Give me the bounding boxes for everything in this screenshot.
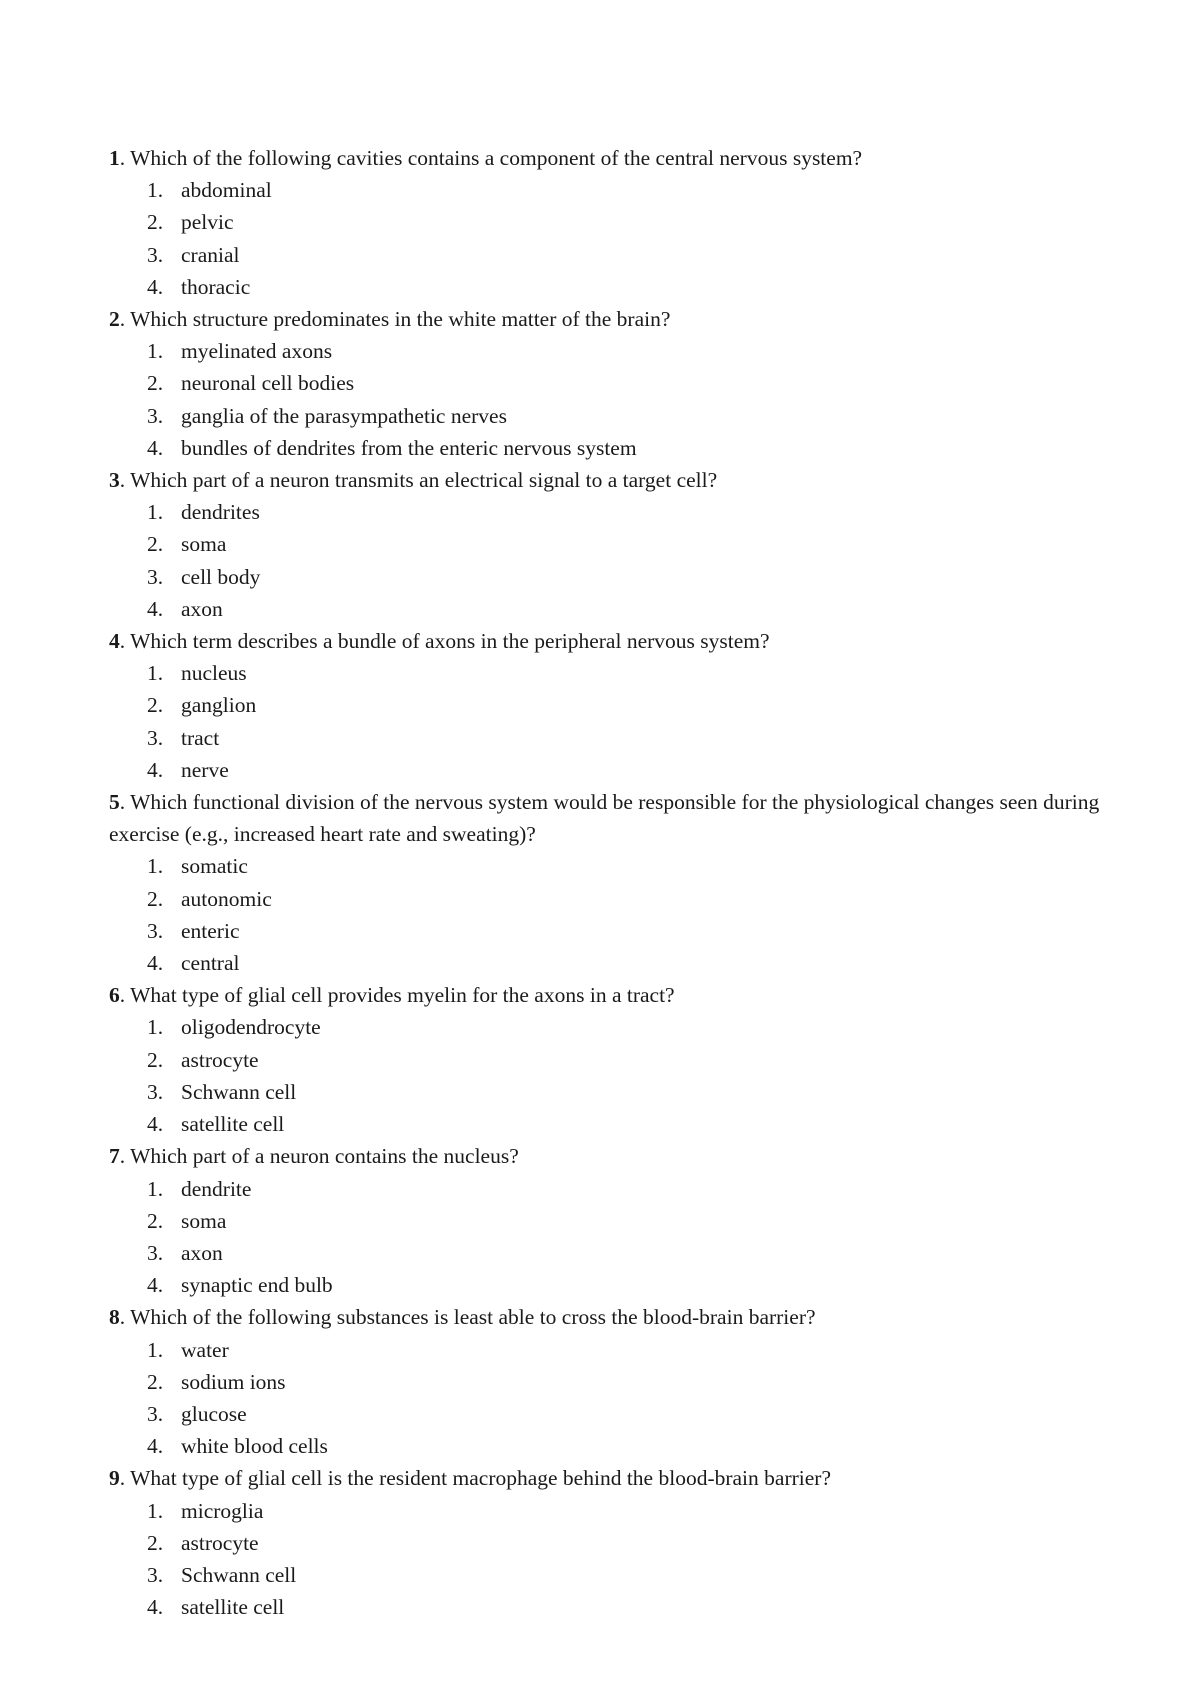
answer-option [109, 915, 1109, 947]
option-text: thoracic [181, 274, 251, 299]
option-number: 4. [147, 1595, 164, 1620]
option-text: cranial [181, 242, 240, 267]
question-text [109, 625, 1109, 657]
question-number: 5 [109, 790, 120, 815]
option-text: nucleus [181, 661, 247, 686]
answer-option [109, 335, 1109, 367]
question-block [109, 786, 1109, 979]
option-text: satellite cell [181, 1595, 285, 1620]
answer-option [109, 1398, 1109, 1430]
question-block [109, 303, 1109, 464]
option-number: 3. [147, 1240, 164, 1265]
answer-options [109, 1011, 1109, 1140]
option-text: ganglia of the parasympathetic nerves [181, 403, 507, 428]
answer-options [109, 496, 1109, 625]
option-number: 2. [147, 210, 164, 235]
question-number: 3 [109, 468, 120, 493]
option-text: autonomic [181, 886, 272, 911]
option-number: 1. [147, 1498, 164, 1523]
question-prompt: . Which term describes a bundle of axons in the peripheral nervous system? [119, 629, 770, 654]
option-text: bundles of dendrites from the enteric nervous system [181, 435, 637, 460]
question-block [109, 625, 1109, 786]
question-block [109, 1140, 1109, 1301]
option-number: 1. [147, 178, 164, 203]
option-number: 2. [147, 532, 164, 557]
option-text: synaptic end bulb [181, 1273, 333, 1298]
option-number: 2. [147, 1208, 164, 1233]
option-text: astrocyte [181, 1530, 259, 1555]
answer-option [109, 1559, 1109, 1591]
option-number: 3. [147, 564, 164, 589]
option-number: 3. [147, 725, 164, 750]
answer-option [109, 593, 1109, 625]
option-number: 1. [147, 1176, 164, 1201]
answer-options [109, 174, 1109, 303]
answer-option [109, 1495, 1109, 1527]
option-number: 1. [147, 854, 164, 879]
answer-option [109, 1237, 1109, 1269]
option-text: abdominal [181, 178, 272, 203]
question-prompt: . Which of the following cavities contains a component of the central nervous system? [119, 146, 863, 170]
answer-option [109, 174, 1109, 206]
option-text: oligodendrocyte [181, 1015, 321, 1040]
question-number: 4 [109, 629, 120, 654]
answer-option [109, 1044, 1109, 1076]
answer-option [109, 1076, 1109, 1108]
option-text: satellite cell [181, 1112, 285, 1137]
answer-options [109, 1495, 1109, 1624]
answer-option [109, 689, 1109, 721]
question-prompt: . Which functional division of the nervous system would be responsible for the physiological changes seen during exercise (e.g., increased heart rate and sweating)? [109, 790, 1100, 847]
option-number: 4. [147, 274, 164, 299]
option-number: 4. [147, 757, 164, 782]
option-text: water [181, 1337, 229, 1362]
question-block [109, 464, 1109, 625]
option-text: glucose [181, 1401, 247, 1426]
option-text: axon [181, 1240, 223, 1265]
option-text: tract [181, 725, 220, 750]
answer-option [109, 1108, 1109, 1140]
option-number: 4. [147, 435, 164, 460]
answer-option [109, 850, 1109, 882]
option-number: 4. [147, 951, 164, 976]
option-text: myelinated axons [181, 339, 333, 364]
question-block [109, 979, 1109, 1140]
answer-option [109, 1269, 1109, 1301]
answer-options [109, 1173, 1109, 1302]
question-number: 7 [109, 1144, 120, 1169]
option-number: 4. [147, 1112, 164, 1137]
option-text: neuronal cell bodies [181, 371, 355, 396]
option-number: 4. [147, 1273, 164, 1298]
answer-option [109, 1591, 1109, 1623]
question-text [109, 303, 1109, 335]
option-number: 2. [147, 693, 164, 718]
question-text [109, 1140, 1109, 1172]
question-block [109, 142, 1109, 303]
option-number: 2. [147, 1369, 164, 1394]
option-number: 3. [147, 1401, 164, 1426]
option-text: ganglion [181, 693, 257, 718]
answer-option [109, 1430, 1109, 1462]
answer-options [109, 335, 1109, 464]
option-number: 2. [147, 886, 164, 911]
answer-options [109, 850, 1109, 979]
option-text: soma [181, 532, 227, 557]
option-text: cell body [181, 564, 261, 589]
answer-option [109, 754, 1109, 786]
question-number: 2 [109, 307, 120, 332]
option-number: 1. [147, 1015, 164, 1040]
question-number: 8 [109, 1305, 120, 1330]
answer-option [109, 657, 1109, 689]
option-text: pelvic [181, 210, 234, 235]
option-number: 1. [147, 1337, 164, 1362]
answer-option [109, 400, 1109, 432]
option-text: microglia [181, 1498, 264, 1523]
answer-option [109, 1527, 1109, 1559]
question-prompt: . Which structure predominates in the white matter of the brain? [119, 307, 671, 332]
option-number: 1. [147, 661, 164, 686]
question-block [109, 1301, 1109, 1462]
question-text [109, 464, 1109, 496]
answer-option [109, 1011, 1109, 1043]
option-text: central [181, 951, 240, 976]
answer-option [109, 1173, 1109, 1205]
option-text: axon [181, 596, 223, 621]
question-block [109, 1462, 1109, 1623]
quiz-page [109, 142, 1109, 1623]
option-number: 2. [147, 1047, 164, 1072]
question-text [109, 1462, 1109, 1494]
option-text: sodium ions [181, 1369, 286, 1394]
option-number: 3. [147, 242, 164, 267]
option-text: nerve [181, 757, 229, 782]
question-number: 9 [109, 1466, 120, 1491]
option-number: 1. [147, 500, 164, 525]
answer-option [109, 271, 1109, 303]
answer-options [109, 657, 1109, 786]
answer-option [109, 1205, 1109, 1237]
question-text [109, 979, 1109, 1011]
answer-option [109, 367, 1109, 399]
option-number: 4. [147, 596, 164, 621]
question-prompt: . Which part of a neuron contains the nucleus? [119, 1144, 519, 1169]
option-text: dendrites [181, 500, 260, 525]
option-text: somatic [181, 854, 248, 879]
option-text: dendrite [181, 1176, 252, 1201]
option-text: astrocyte [181, 1047, 259, 1072]
option-number: 3. [147, 1079, 164, 1104]
option-number: 4. [147, 1434, 164, 1459]
option-number: 3. [147, 1562, 164, 1587]
question-text [109, 786, 1109, 850]
answer-option [109, 206, 1109, 238]
answer-option [109, 883, 1109, 915]
option-number: 2. [147, 371, 164, 396]
answer-option [109, 239, 1109, 271]
answer-option [109, 1366, 1109, 1398]
question-text [109, 142, 1109, 174]
answer-option [109, 561, 1109, 593]
option-number: 1. [147, 339, 164, 364]
option-text: Schwann cell [181, 1079, 297, 1104]
answer-option [109, 947, 1109, 979]
question-number: 1 [109, 146, 120, 170]
option-text: white blood cells [181, 1434, 328, 1459]
question-prompt: . What type of glial cell provides myelin for the axons in a tract? [119, 983, 675, 1008]
question-prompt: . Which of the following substances is least able to cross the blood-brain barrier? [119, 1305, 816, 1330]
answer-option [109, 496, 1109, 528]
option-text: Schwann cell [181, 1562, 297, 1587]
answer-option [109, 432, 1109, 464]
answer-option [109, 1334, 1109, 1366]
answer-option [109, 722, 1109, 754]
answer-options [109, 1334, 1109, 1463]
question-number: 6 [109, 983, 120, 1008]
question-text [109, 1301, 1109, 1333]
option-text: enteric [181, 918, 240, 943]
option-number: 2. [147, 1530, 164, 1555]
option-text: soma [181, 1208, 227, 1233]
option-number: 3. [147, 918, 164, 943]
question-prompt: . What type of glial cell is the resident macrophage behind the blood-brain barrier? [119, 1466, 831, 1491]
question-prompt: . Which part of a neuron transmits an electrical signal to a target cell? [119, 468, 718, 493]
answer-option [109, 528, 1109, 560]
option-number: 3. [147, 403, 164, 428]
